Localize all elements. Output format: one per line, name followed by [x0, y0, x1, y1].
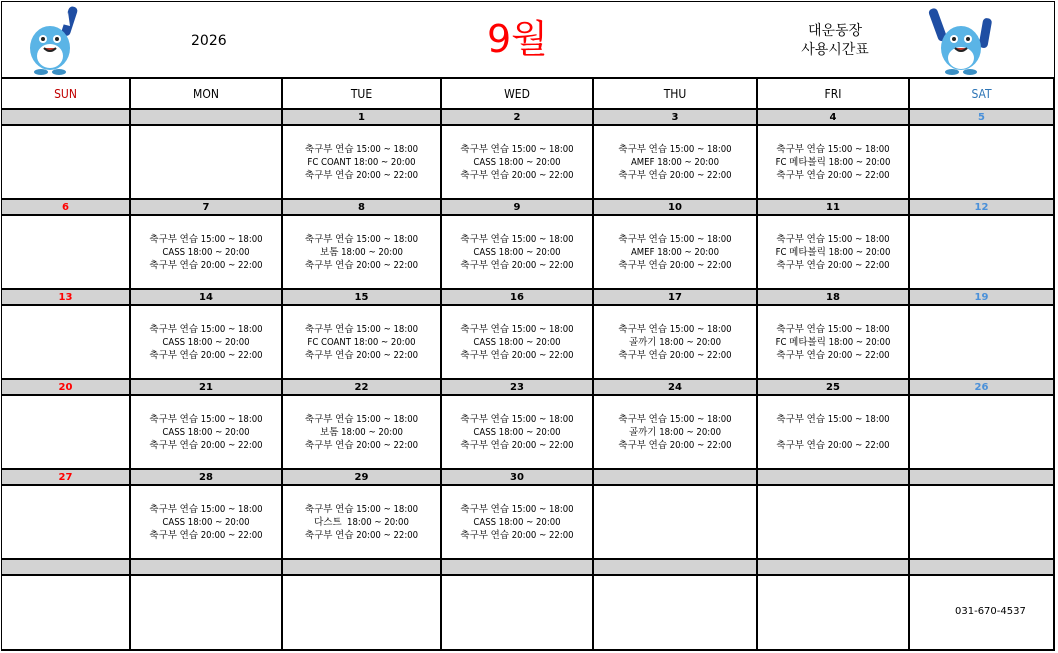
event-line: 축구부 연습 20:00 ~ 22:00 — [149, 259, 263, 271]
event-line: 축구부 연습 15:00 ~ 18:00 — [149, 503, 263, 515]
date-number: 25 — [758, 380, 910, 396]
date-number: 26 — [910, 380, 1055, 396]
event-list — [460, 323, 573, 362]
day-cell[interactable] — [594, 576, 758, 651]
event-list — [618, 413, 731, 452]
event-line: 축구부 연습 20:00 ~ 22:00 — [149, 349, 263, 361]
event-line — [776, 426, 889, 439]
event-line: AMEF 18:00 ~ 20:00 — [630, 156, 720, 168]
day-cell[interactable] — [2, 486, 131, 560]
weekday-header-tue: TUE — [283, 79, 442, 110]
day-cell[interactable] — [910, 216, 1055, 290]
day-cell[interactable] — [131, 396, 283, 470]
date-number: 21 — [131, 380, 283, 396]
event-line: CASS 18:00 ~ 20:00 — [473, 156, 561, 168]
date-number — [283, 560, 442, 576]
date-number: 6 — [2, 200, 131, 216]
event-line: CASS 18:00 ~ 20:00 — [162, 426, 250, 438]
day-cell[interactable] — [594, 126, 758, 200]
date-number — [2, 110, 131, 126]
event-list — [305, 233, 418, 272]
date-number — [131, 560, 283, 576]
event-line: 축구부 연습 15:00 ~ 18:00 — [618, 413, 732, 425]
day-cell[interactable] — [442, 396, 594, 470]
event-list — [460, 233, 573, 272]
event-line: CASS 18:00 ~ 20:00 — [473, 246, 561, 258]
date-number: 18 — [758, 290, 910, 306]
event-line: 축구부 연습 20:00 ~ 22:00 — [304, 529, 419, 541]
day-cell[interactable] — [2, 576, 131, 651]
event-line: FC COANT 18:00 ~ 20:00 — [307, 336, 416, 348]
day-cell[interactable] — [131, 216, 283, 290]
event-line: 보톰 18:00 ~ 20:00 — [320, 246, 403, 258]
day-cell[interactable] — [2, 396, 131, 470]
weekday-header-fri: FRI — [758, 79, 910, 110]
day-cell[interactable] — [758, 396, 910, 470]
year-label: 2026 — [191, 33, 227, 49]
date-number: 22 — [283, 380, 442, 396]
day-cell[interactable] — [131, 486, 283, 560]
date-number — [758, 560, 910, 576]
event-line: 축구부 연습 15:00 ~ 18:00 — [460, 233, 574, 245]
event-line: 축구부 연습 15:00 ~ 18:00 — [618, 233, 732, 245]
day-cell[interactable] — [2, 126, 131, 200]
date-number: 10 — [594, 200, 758, 216]
event-line: 축구부 연습 15:00 ~ 18:00 — [460, 413, 574, 425]
event-line: 다스트 18:00 ~ 20:00 — [314, 516, 409, 528]
date-number: 27 — [2, 470, 131, 486]
venue-line2: 사용시간표 — [801, 42, 869, 58]
event-list — [149, 503, 262, 542]
event-list — [305, 143, 418, 182]
weekday-header-wed: WED — [442, 79, 594, 110]
event-line: CASS 18:00 ~ 20:00 — [473, 336, 561, 348]
date-number — [131, 110, 283, 126]
event-line: 축구부 연습 20:00 ~ 22:00 — [460, 349, 574, 361]
day-cell[interactable] — [442, 216, 594, 290]
event-line: CASS 18:00 ~ 20:00 — [162, 336, 250, 348]
event-line: 골까기 18:00 ~ 20:00 — [628, 336, 722, 348]
day-cell[interactable] — [594, 306, 758, 380]
day-cell[interactable] — [910, 396, 1055, 470]
event-list — [149, 323, 262, 362]
date-number: 29 — [283, 470, 442, 486]
day-cell[interactable] — [283, 216, 442, 290]
date-number — [594, 560, 758, 576]
day-cell[interactable] — [594, 396, 758, 470]
event-list — [305, 413, 418, 452]
event-line: 축구부 연습 15:00 ~ 18:00 — [304, 413, 419, 425]
date-number: 30 — [442, 470, 594, 486]
event-list — [776, 323, 891, 362]
event-line: 축구부 연습 15:00 ~ 18:00 — [618, 323, 732, 335]
day-cell[interactable] — [442, 126, 594, 200]
weekday-header-sat: SAT — [910, 79, 1055, 110]
day-cell[interactable] — [594, 216, 758, 290]
event-list — [460, 143, 573, 182]
event-line: 축구부 연습 20:00 ~ 22:00 — [149, 529, 263, 541]
weekday-header-sun: SUN — [2, 79, 131, 110]
venue-line1: 대운동장 — [807, 23, 863, 39]
day-cell[interactable] — [910, 126, 1055, 200]
mascot-character-icon — [16, 4, 88, 76]
date-number: 20 — [2, 380, 131, 396]
date-number: 1 — [283, 110, 442, 126]
mascot-character-icon — [925, 4, 997, 76]
event-line: 축구부 연습 20:00 ~ 22:00 — [618, 169, 732, 181]
event-line: CASS 18:00 ~ 20:00 — [473, 516, 561, 528]
date-number: 4 — [758, 110, 910, 126]
date-number: 8 — [283, 200, 442, 216]
event-line: AMEF 18:00 ~ 20:00 — [630, 246, 720, 258]
event-list — [460, 503, 573, 542]
event-line: 축구부 연습 15:00 ~ 18:00 — [149, 233, 263, 245]
day-cell[interactable] — [131, 126, 283, 200]
date-number: 12 — [910, 200, 1055, 216]
event-line: 축구부 연습 20:00 ~ 22:00 — [460, 439, 574, 451]
event-line: 축구부 연습 20:00 ~ 22:00 — [618, 349, 732, 361]
day-cell[interactable] — [594, 486, 758, 560]
day-cell[interactable] — [283, 576, 442, 651]
event-list — [149, 413, 262, 452]
day-cell[interactable] — [2, 216, 131, 290]
event-line: 축구부 연습 20:00 ~ 22:00 — [460, 169, 574, 181]
event-line: FC 메타볼릭 18:00 ~ 20:00 — [775, 156, 891, 168]
event-line: 축구부 연습 20:00 ~ 22:00 — [304, 259, 419, 271]
date-number: 23 — [442, 380, 594, 396]
event-list — [149, 233, 262, 272]
day-cell[interactable] — [758, 306, 910, 380]
day-cell[interactable] — [283, 306, 442, 380]
day-cell[interactable] — [758, 576, 910, 651]
event-line: FC 메타볼릭 18:00 ~ 20:00 — [775, 246, 891, 258]
event-list — [460, 413, 573, 452]
event-line: 축구부 연습 15:00 ~ 18:00 — [776, 143, 890, 155]
date-number — [910, 560, 1055, 576]
day-cell[interactable] — [131, 576, 283, 651]
event-list — [618, 143, 731, 182]
date-number: 9 — [442, 200, 594, 216]
event-line: FC COANT 18:00 ~ 20:00 — [307, 156, 416, 168]
date-number: 16 — [442, 290, 594, 306]
date-number — [442, 560, 594, 576]
event-line: 축구부 연습 15:00 ~ 18:00 — [304, 323, 419, 335]
event-line: 축구부 연습 20:00 ~ 22:00 — [304, 169, 419, 181]
date-number: 7 — [131, 200, 283, 216]
day-cell[interactable] — [758, 126, 910, 200]
month-title: 9월 — [487, 17, 548, 61]
event-line: CASS 18:00 ~ 20:00 — [162, 246, 250, 258]
event-line: 축구부 연습 20:00 ~ 22:00 — [304, 439, 419, 451]
day-cell[interactable] — [758, 486, 910, 560]
event-line: 축구부 연습 15:00 ~ 18:00 — [149, 413, 263, 425]
day-cell[interactable] — [758, 216, 910, 290]
event-line: 축구부 연습 15:00 ~ 18:00 — [618, 143, 732, 155]
event-list — [776, 143, 891, 182]
date-number — [594, 470, 758, 486]
date-number: 2 — [442, 110, 594, 126]
date-number: 13 — [2, 290, 131, 306]
date-number: 11 — [758, 200, 910, 216]
event-list — [776, 233, 891, 272]
day-cell[interactable] — [2, 306, 131, 380]
event-list — [305, 503, 418, 542]
event-line: 축구부 연습 20:00 ~ 22:00 — [618, 439, 732, 451]
event-list — [618, 323, 731, 362]
day-cell[interactable] — [442, 576, 594, 651]
date-number — [910, 470, 1055, 486]
event-line: 축구부 연습 15:00 ~ 18:00 — [776, 233, 890, 245]
date-number — [2, 560, 131, 576]
date-number: 15 — [283, 290, 442, 306]
event-line: CASS 18:00 ~ 20:00 — [162, 516, 250, 528]
venue-title — [790, 22, 880, 60]
day-cell[interactable] — [283, 396, 442, 470]
day-cell[interactable] — [910, 486, 1055, 560]
event-line: 축구부 연습 20:00 ~ 22:00 — [776, 259, 890, 271]
date-number: 3 — [594, 110, 758, 126]
day-cell[interactable] — [910, 306, 1055, 380]
weekday-header-thu: THU — [594, 79, 758, 110]
day-cell[interactable] — [442, 306, 594, 380]
date-number: 17 — [594, 290, 758, 306]
event-line: 축구부 연습 15:00 ~ 18:00 — [460, 323, 574, 335]
date-number — [758, 470, 910, 486]
event-line: 축구부 연습 20:00 ~ 22:00 — [618, 259, 732, 271]
event-line: 축구부 연습 20:00 ~ 22:00 — [776, 169, 890, 181]
day-cell[interactable] — [283, 486, 442, 560]
date-number: 14 — [131, 290, 283, 306]
event-line: 축구부 연습 15:00 ~ 18:00 — [460, 503, 574, 515]
day-cell[interactable] — [131, 306, 283, 380]
phone-number: 031-670-4537 — [955, 606, 1026, 617]
event-line: 축구부 연습 15:00 ~ 18:00 — [304, 503, 419, 515]
date-number: 28 — [131, 470, 283, 486]
event-line: 축구부 연습 15:00 ~ 18:00 — [304, 143, 419, 155]
event-line: 축구부 연습 15:00 ~ 18:00 — [460, 143, 574, 155]
event-line: FC 메타볼릭 18:00 ~ 20:00 — [775, 336, 891, 348]
event-line: 축구부 연습 20:00 ~ 22:00 — [460, 529, 574, 541]
event-line: 축구부 연습 20:00 ~ 22:00 — [149, 439, 263, 451]
event-line: 축구부 연습 20:00 ~ 22:00 — [776, 349, 890, 361]
event-list — [618, 233, 731, 272]
event-line: 축구부 연습 15:00 ~ 18:00 — [776, 323, 890, 335]
event-list — [776, 413, 889, 452]
date-number: 24 — [594, 380, 758, 396]
event-line: 축구부 연습 20:00 ~ 22:00 — [304, 349, 419, 361]
event-line: 축구부 연습 15:00 ~ 18:00 — [776, 413, 890, 425]
event-line: CASS 18:00 ~ 20:00 — [473, 426, 561, 438]
date-number: 5 — [910, 110, 1055, 126]
event-line: 축구부 연습 15:00 ~ 18:00 — [149, 323, 263, 335]
event-list — [305, 323, 418, 362]
date-number: 19 — [910, 290, 1055, 306]
day-cell[interactable] — [442, 486, 594, 560]
event-line: 골까기 18:00 ~ 20:00 — [628, 426, 722, 438]
event-line: 축구부 연습 15:00 ~ 18:00 — [304, 233, 419, 245]
weekday-header-mon: MON — [131, 79, 283, 110]
event-line: 축구부 연습 20:00 ~ 22:00 — [776, 439, 890, 451]
event-line: 축구부 연습 20:00 ~ 22:00 — [460, 259, 574, 271]
day-cell[interactable] — [283, 126, 442, 200]
event-line: 보톰 18:00 ~ 20:00 — [320, 426, 403, 438]
